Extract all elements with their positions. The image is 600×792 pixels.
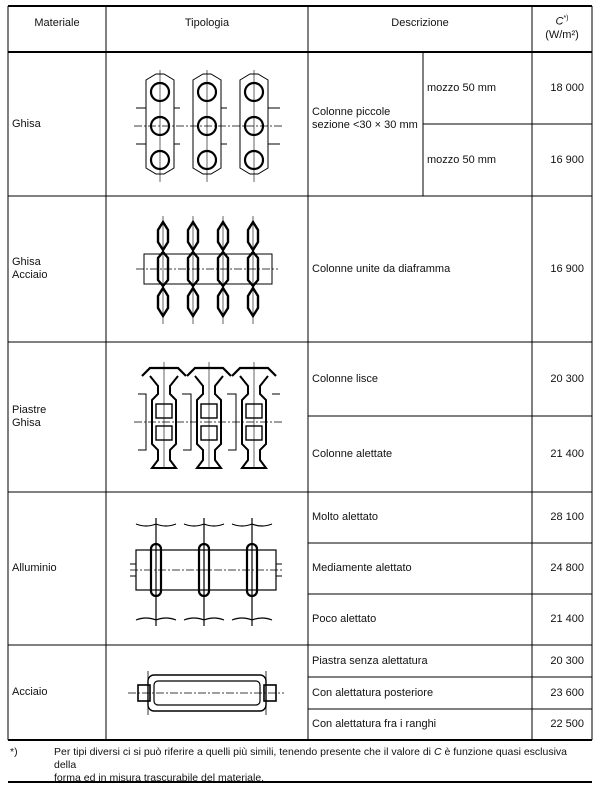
- header-descrizione: Descrizione: [391, 16, 449, 29]
- row1-descrizione: [312, 106, 418, 132]
- header-c: [532, 12, 592, 42]
- row1-sub2-value: 16 900: [550, 153, 584, 166]
- row5-sub1-value: 20 300: [550, 654, 584, 667]
- row5-sub2-value: 23 600: [550, 686, 584, 699]
- row4-materiale: [8, 492, 106, 645]
- footnote-marker: *): [10, 746, 18, 758]
- row2-materiale-line2: Acciaio: [12, 269, 48, 281]
- row4-materiale-line1: Alluminio: [12, 562, 57, 574]
- row1-sub1-label: mozzo 50 mm: [427, 81, 497, 94]
- row4-sub1-label: Molto alettato: [312, 511, 379, 523]
- row1-descrizione-line1: Colonne piccole: [312, 106, 391, 118]
- row3-sub2-label: Colonne alettate: [312, 447, 393, 460]
- row5-sub3-value: 22 500: [550, 718, 584, 730]
- radiator-column-small-icon: [106, 52, 308, 196]
- row3-sub2-value: 21 400: [550, 447, 584, 460]
- row1-tipologia: [106, 52, 308, 196]
- radiator-diaphragm-icon: [106, 196, 308, 342]
- row2-sub1-value: 16 900: [550, 262, 584, 275]
- radiator-steel-panel-icon: [106, 645, 308, 740]
- row4-sub1-value: 28 100: [550, 511, 584, 523]
- header-c-unit: (W/m²): [545, 28, 579, 41]
- row3-tipologia: [106, 342, 308, 492]
- row2-sub1-label: Colonne unite da diaframma: [312, 262, 451, 275]
- row3-sub1-value: 20 300: [550, 372, 584, 385]
- header-c-sup: *): [563, 15, 569, 22]
- radiator-aluminium-icon: [106, 492, 308, 645]
- row5-materiale-line1: Acciaio: [12, 686, 48, 698]
- row4-sub3-label: Poco alettato: [312, 613, 377, 625]
- radiator-plate-icon: [106, 342, 308, 492]
- row3-materiale: [8, 342, 106, 492]
- header-materiale: Materiale: [34, 16, 80, 29]
- row4-sub2-value: 24 800: [550, 562, 584, 574]
- row3-materiale-line2: Ghisa: [12, 417, 41, 429]
- row1-descrizione-line2: sezione <30 × 30 mm: [312, 119, 418, 131]
- header-c-symbol: C: [555, 15, 564, 28]
- row1-materiale-line1: Ghisa: [12, 117, 41, 130]
- row5-materiale: [8, 645, 106, 740]
- row3-sub1-label: Colonne lisce: [312, 372, 379, 385]
- row1-sub2-label: mozzo 50 mm: [427, 153, 497, 166]
- footnote-symbol: C: [433, 746, 442, 758]
- row4-sub3-value: 21 400: [550, 613, 584, 625]
- row5-sub3-label: Con alettatura fra i ranghi: [312, 718, 437, 730]
- footnote-text-after: è funzione quasi esclusiva della: [54, 746, 568, 771]
- row1-sub1-value: 18 000: [550, 81, 584, 94]
- header-tipologia: Tipologia: [184, 16, 230, 29]
- row2-materiale: [8, 196, 106, 342]
- row4-tipologia: [106, 492, 308, 645]
- footnote-text-before: Per tipi diversi ci si può riferire a quelli più simili, tenendo presente che il valore di: [54, 746, 434, 758]
- footnote-text: [54, 746, 590, 785]
- row2-materiale-line1: Ghisa: [12, 256, 41, 268]
- row5-sub2-label: Con alettatura posteriore: [312, 686, 434, 699]
- footnote-line2: forma ed in misura trascurabile del materiale.: [54, 772, 265, 784]
- row5-tipologia: [106, 645, 308, 740]
- row3-materiale-line1: Piastre: [12, 404, 47, 416]
- row1-materiale: [8, 52, 106, 196]
- row4-sub2-label: Mediamente alettato: [312, 562, 412, 574]
- row2-tipologia: [106, 196, 308, 342]
- row5-sub1-label: Piastra senza alettatura: [312, 654, 428, 667]
